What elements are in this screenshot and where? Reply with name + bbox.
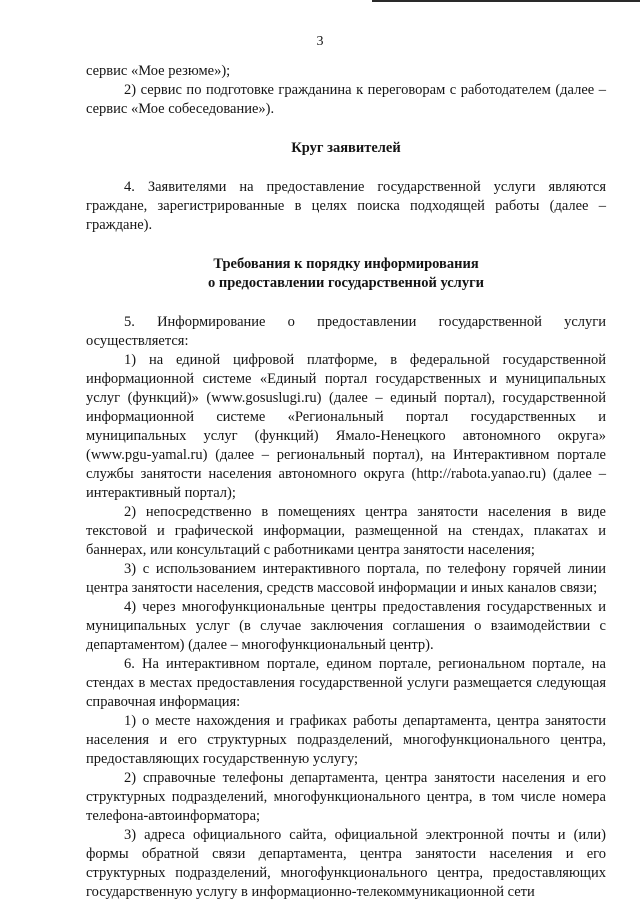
spacer	[86, 293, 606, 313]
section-heading-applicants: Круг заявителей	[291, 140, 401, 156]
section-heading-informing	[86, 255, 606, 293]
paragraph-6-item-1: 1) о месте нахождения и графиках работы департамента, центра занятости населения и его структурных подразделений, многофункционального центра, предоставляющих государственную услугу;	[86, 713, 606, 767]
section-heading-informing-line-1: Требования к порядку информирования	[213, 256, 479, 272]
spacer	[86, 235, 606, 255]
paragraph-continuation: сервис «Мое резюме»);	[86, 63, 231, 79]
paragraph-5-item-2: 2) непосредственно в помещениях центра занятости населения в виде текстовой и графической информации, размещенной на стендах, плакатах и баннерах, или консультаций с работниками центра занятости населения;	[86, 504, 606, 558]
paragraph-5-item-1: 1) на единой цифровой платформе, в федеральной государственной информационной системе «Единый портал государственных и муниципальных услуг (функций)» (www.gosuslugi.ru) (далее – единый портал), государственной информационной системе «Региональный портал государственных и муниципальных услуг (функций) Ямало-Ненецкого автономного округа» (www.pgu-yamal.ru) (далее – региональный портал), на Интерактивном портале службы занятости населения автономного округа (http://rabota.yanao.ru) (далее – интерактивный портал);	[86, 352, 606, 501]
paragraph-item-2: 2) сервис по подготовке гражданина к переговорам с работодателем (далее – сервис «Мое собеседование»).	[86, 82, 606, 117]
document-body	[86, 62, 606, 902]
paragraph-6-item-3: 3) адреса официального сайта, официальной электронной почты и (или) формы обратной связи департамента, центра занятости населения и его структурных подразделений, многофункционального центра, предоставляющих государственную услугу в информационно-телекоммуникационной сети	[86, 827, 606, 900]
paragraph-6-item-2: 2) справочные телефоны департамента, центра занятости населения и его структурных подразделений, многофункционального центра, в том числе номера телефона-автоинформатора;	[86, 770, 606, 824]
paragraph-5-item-4: 4) через многофункциональные центры предоставления государственных и муниципальных услуг (в случае заключения соглашения о взаимодействии с департаментом) (далее – многофункциональный центр).	[86, 599, 606, 653]
page-number: 3	[316, 34, 324, 49]
top-rule	[372, 0, 640, 2]
section-heading-informing-line-2: о предоставлении государственной услуги	[207, 275, 485, 291]
paragraph-4: 4. Заявителями на предоставление государственной услуги являются граждане, зарегистрированные в целях поиска подходящей работы (далее – граждане).	[86, 179, 606, 233]
spacer	[86, 119, 606, 139]
paragraph-5-item-3: 3) с использованием интерактивного портала, по телефону горячей линии центра занятости населения, средств массовой информации и иных каналов связи;	[86, 561, 606, 596]
spacer	[86, 158, 606, 178]
paragraph-6: 6. На интерактивном портале, едином портале, региональном портале, на стендах в местах предоставления государственной услуги размещается следующая справочная информация:	[86, 656, 606, 710]
paragraph-5: 5. Информирование о предоставлении государственной услуги осуществляется:	[86, 314, 606, 349]
